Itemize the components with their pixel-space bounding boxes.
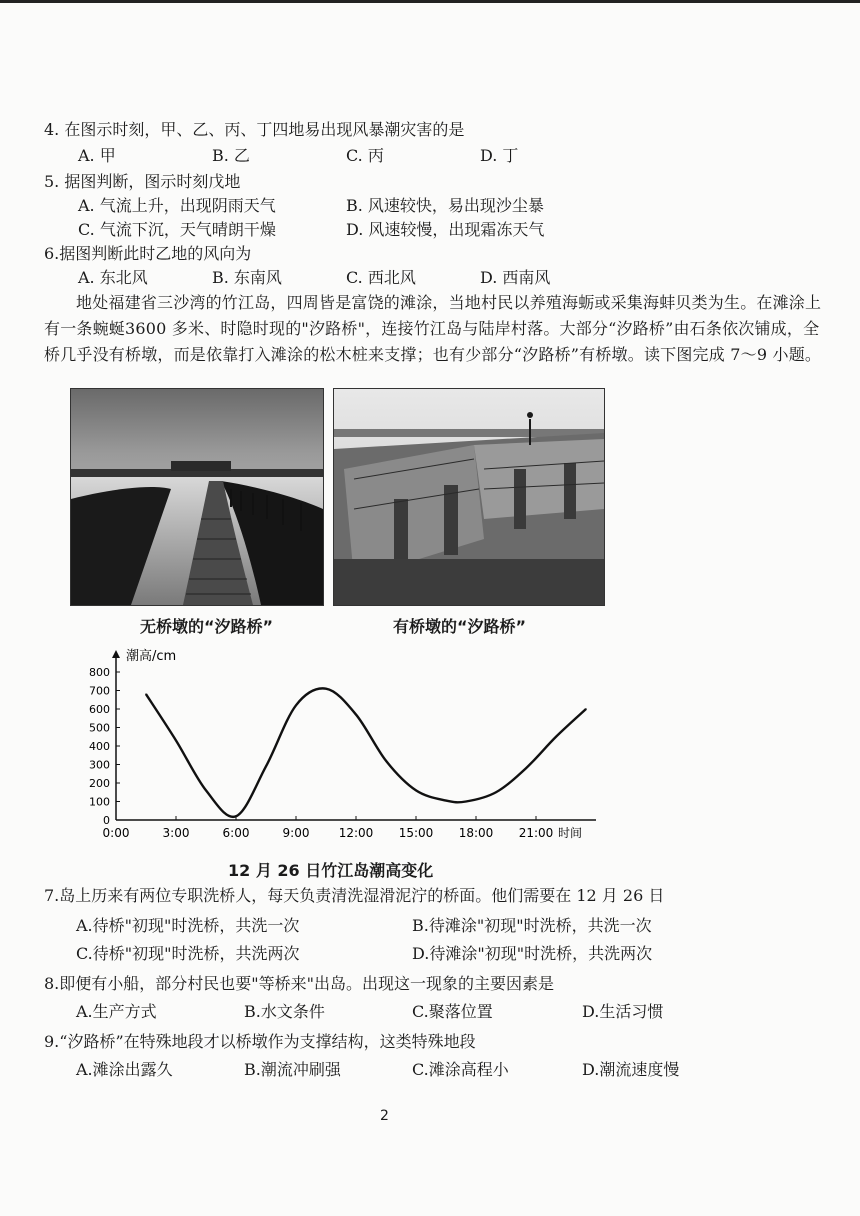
- question-8-option-a: A.生产方式: [76, 1002, 157, 1021]
- question-4-option-b: B. 乙: [212, 146, 250, 165]
- x-tick-label: 9:00: [282, 826, 310, 840]
- tide-data-point: [325, 688, 327, 690]
- tide-data-point: [175, 740, 177, 742]
- question-6-option-b: B. 东南风: [212, 268, 282, 287]
- y-tick-label: 800: [89, 666, 110, 679]
- question-4-option-a: A. 甲: [78, 146, 116, 165]
- question-6-stem: 6.据图判断此时乙地的风向为: [44, 244, 252, 263]
- page-top-border: [0, 0, 860, 3]
- tide-data-point: [265, 766, 267, 768]
- question-4-option-d: D. 丁: [480, 146, 519, 165]
- question-5-stem: 5. 据图判断，图示时刻戊地: [44, 172, 241, 191]
- tide-data-point: [415, 790, 417, 792]
- reading-passage: 地处福建省三沙湾的竹江岛，四周皆是富饶的滩涂，当地村民以养殖海蛎或采集海蚌贝类为生。在滩涂上有一条蜿蜒3600 多米、时隐时现的"汐路桥"，连接竹江岛与陆岸村落。大部分“汐路桥”由石条依次铺成，全桥几乎没有桥墩，而是依靠打入滩涂的松木桩来支撑；也有少部分“汐路桥”有桥墩。读下图完成 7～9 小题。: [44, 293, 822, 364]
- chart-title: 12 月 26 日竹江岛潮高变化: [228, 861, 434, 880]
- photo-left-caption: 无桥墩的“汐路桥”: [140, 617, 274, 636]
- question-7-stem: 7.岛上历来有两位专职洗桥人，每天负责清洗湿滑泥泞的桥面。他们需要在 12 月 26 日: [44, 886, 665, 905]
- question-9-option-d: D.潮流速度慢: [582, 1060, 680, 1079]
- y-tick-label: 400: [89, 740, 110, 753]
- question-7-option-a: A.待桥"初现"时洗桥，共洗一次: [76, 916, 300, 935]
- tide-height-line: [146, 688, 586, 817]
- photo-right-caption: 有桥墩的“汐路桥”: [393, 617, 527, 636]
- tide-data-point: [555, 736, 557, 738]
- x-tick-label: 3:00: [162, 826, 190, 840]
- tide-height-chart: [76, 644, 596, 854]
- tide-data-point: [585, 708, 587, 710]
- tide-data-point: [385, 760, 387, 762]
- question-5-option-d: D. 风速较慢，出现霜冻天气: [346, 220, 545, 239]
- x-tick-label: 18:00: [458, 826, 494, 840]
- y-axis-label: 潮高/cm: [126, 649, 177, 664]
- question-7-option-c: C.待桥"初现"时洗桥，共洗两次: [76, 944, 300, 963]
- photo-bridge-with-piers: [333, 388, 605, 606]
- question-6-option-a: A. 东北风: [78, 268, 148, 287]
- question-4-stem: 4. 在图示时刻，甲、乙、丙、丁四地易出现风暴潮灾害的是: [44, 120, 465, 139]
- question-8-option-c: C.聚落位置: [412, 1002, 493, 1021]
- x-tick-label: 0:00: [102, 826, 130, 840]
- question-5-option-a: A. 气流上升，出现阴雨天气: [78, 196, 276, 215]
- tide-data-point: [145, 693, 147, 695]
- question-9-option-c: C.滩涂高程小: [412, 1060, 509, 1079]
- question-7-option-b: B.待滩涂"初现"时洗桥，共洗一次: [412, 916, 652, 935]
- y-tick-label: 0: [103, 814, 110, 827]
- question-9-option-a: A.滩涂出露久: [76, 1060, 173, 1079]
- tide-data-point: [235, 816, 237, 818]
- y-tick-label: 300: [89, 758, 110, 772]
- y-tick-label: 700: [89, 684, 110, 698]
- tide-data-point: [465, 801, 467, 803]
- tide-data-point: [445, 800, 447, 802]
- tide-data-point: [525, 767, 527, 769]
- tide-data-point: [295, 705, 297, 707]
- photo-bridge-without-piers-image: [71, 389, 323, 605]
- tide-data-point: [205, 790, 207, 792]
- x-axis-label: 时间: [558, 826, 583, 840]
- question-4-option-c: C. 丙: [346, 146, 384, 165]
- question-9-option-b: B.潮流冲刷强: [244, 1060, 341, 1079]
- question-8-stem: 8.即便有小船，部分村民也要"等桥来"出岛。出现这一现象的主要因素是: [44, 974, 554, 993]
- photo-bridge-with-piers-image: [334, 389, 604, 605]
- tide-data-point: [355, 714, 357, 716]
- question-9-stem: 9.“汐路桥”在特殊地段才以桥墩作为支撑结构，这类特殊地段: [44, 1032, 476, 1051]
- y-axis-arrow: [112, 650, 120, 658]
- question-6-option-d: D. 西南风: [480, 268, 551, 287]
- x-tick-label: 6:00: [222, 826, 250, 840]
- tide-data-point: [495, 791, 497, 793]
- y-tick-label: 600: [89, 703, 110, 716]
- x-tick-label: 15:00: [398, 826, 434, 840]
- question-6-option-c: C. 西北风: [346, 268, 416, 287]
- question-8-option-b: B.水文条件: [244, 1002, 325, 1021]
- x-tick-label: 21:00: [518, 826, 554, 840]
- question-5-option-b: B. 风速较快，易出现沙尘暴: [346, 196, 544, 215]
- photo-bridge-without-piers: [70, 388, 324, 606]
- question-8-option-d: D.生活习惯: [582, 1002, 664, 1021]
- question-7-option-d: D.待滩涂"初现"时洗桥，共洗两次: [412, 944, 653, 963]
- question-5-option-c: C. 气流下沉，天气晴朗干燥: [78, 220, 276, 239]
- y-tick-label: 200: [89, 777, 110, 790]
- x-tick-label: 12:00: [338, 826, 374, 840]
- y-tick-label: 100: [89, 795, 110, 809]
- page-number: 2: [380, 1108, 389, 1124]
- y-tick-label: 500: [89, 721, 110, 735]
